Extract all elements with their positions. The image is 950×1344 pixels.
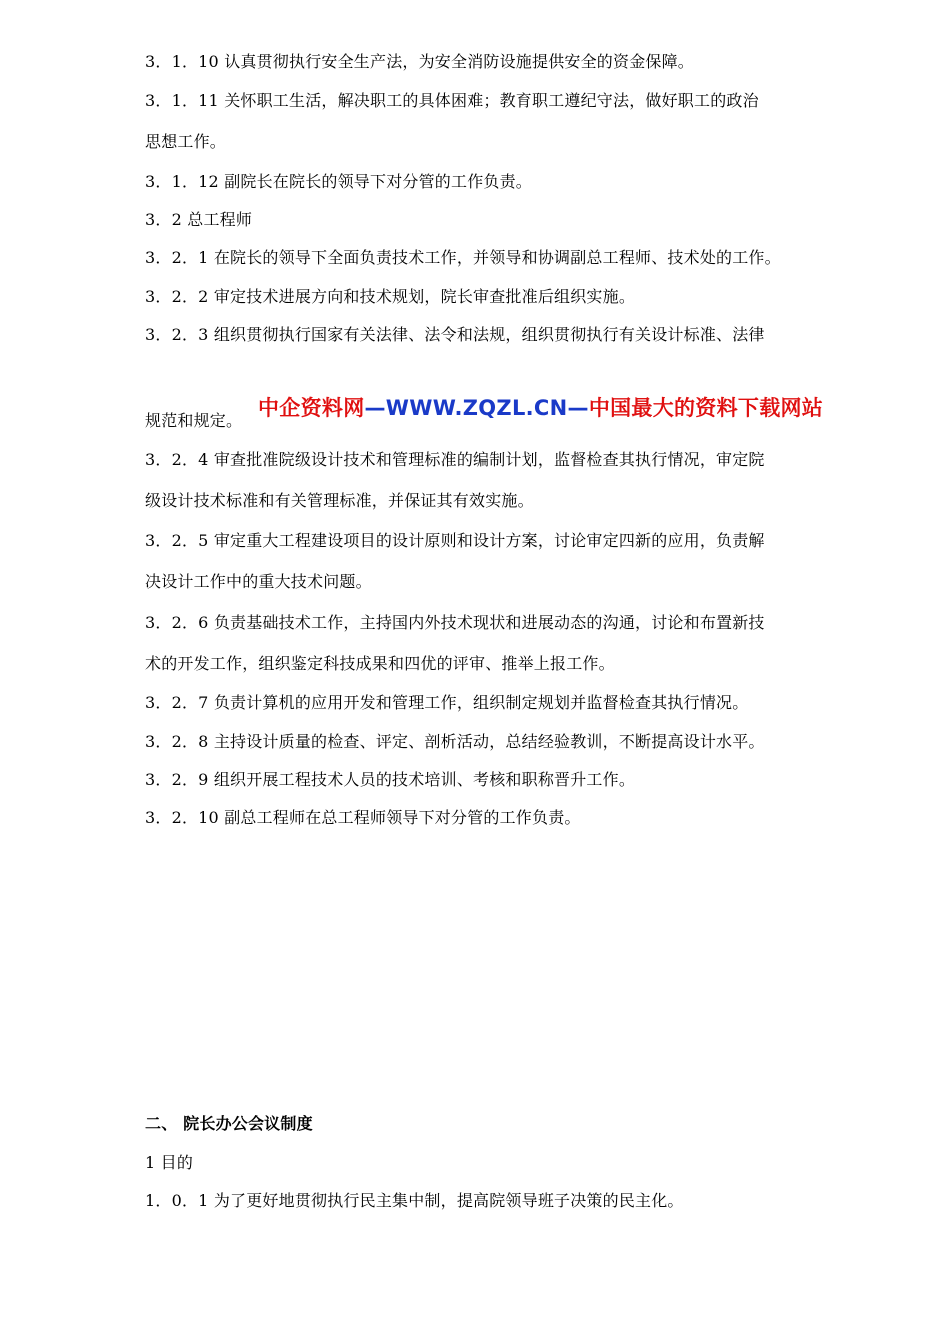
text-line: 决设计工作中的重大技术问题。: [145, 572, 372, 591]
section-heading: 二、 院长办公会议制度: [145, 1114, 313, 1133]
text-line: 3．2．6 负责基础技术工作，主持国内外技术现状和进展动态的沟通，讨论和布置新技: [145, 613, 765, 632]
text-line: 3．2．3 组织贯彻执行国家有关法律、法令和法规，组织贯彻执行有关设计标准、法律: [145, 325, 765, 344]
text-line: 1．0．1 为了更好地贯彻执行民主集中制，提高院领导班子决策的民主化。: [145, 1191, 684, 1210]
text-line: 3．2 总工程师: [145, 210, 253, 229]
text-line: 3．2．1 在院长的领导下全面负责技术工作，并领导和协调副总工程师、技术处的工作。: [145, 248, 781, 267]
text-line: 3．2．9 组织开展工程技术人员的技术培训、考核和职称晋升工作。: [145, 770, 636, 789]
text-line: 3．2．2 审定技术进展方向和技术规划，院长审查批准后组织实施。: [145, 287, 636, 306]
banner-right: 中国最大的资料下载网站: [588, 396, 824, 420]
banner-left: 中企资料网: [258, 396, 365, 420]
text-line: 规范和规定。: [145, 411, 243, 430]
text-line: 3．2．5 审定重大工程建设项目的设计原则和设计方案，讨论审定四新的应用，负责解: [145, 531, 765, 550]
text-line: 3．1．10 认真贯彻执行安全生产法，为安全消防设施提供安全的资金保障。: [145, 52, 695, 71]
text-line: 术的开发工作，组织鉴定科技成果和四优的评审、推举上报工作。: [145, 654, 615, 673]
text-line: 级设计技术标准和有关管理标准，并保证其有效实施。: [145, 491, 534, 510]
text-line: 3．2．7 负责计算机的应用开发和管理工作，组织制定规划并监督检查其执行情况。: [145, 693, 749, 712]
section-subheading: 1 目的: [145, 1153, 194, 1172]
text-line: 3．2．10 副总工程师在总工程师领导下对分管的工作负责。: [145, 808, 581, 827]
text-line: 3．1．12 副院长在院长的领导下对分管的工作负责。: [145, 172, 533, 191]
text-line: 思想工作。: [145, 132, 227, 151]
text-line: 3．2．4 审查批准院级设计技术和管理标准的编制计划，监督检查其执行情况，审定院: [145, 450, 765, 469]
banner-url: —WWW.ZQZL.CN—: [364, 396, 589, 420]
text-line: 3．2．8 主持设计质量的检查、评定、剖析活动，总结经验教训，不断提高设计水平。: [145, 732, 765, 751]
text-line: 3．1．11 关怀职工生活，解决职工的具体困难；教育职工遵纪守法，做好职工的政治: [145, 91, 759, 110]
